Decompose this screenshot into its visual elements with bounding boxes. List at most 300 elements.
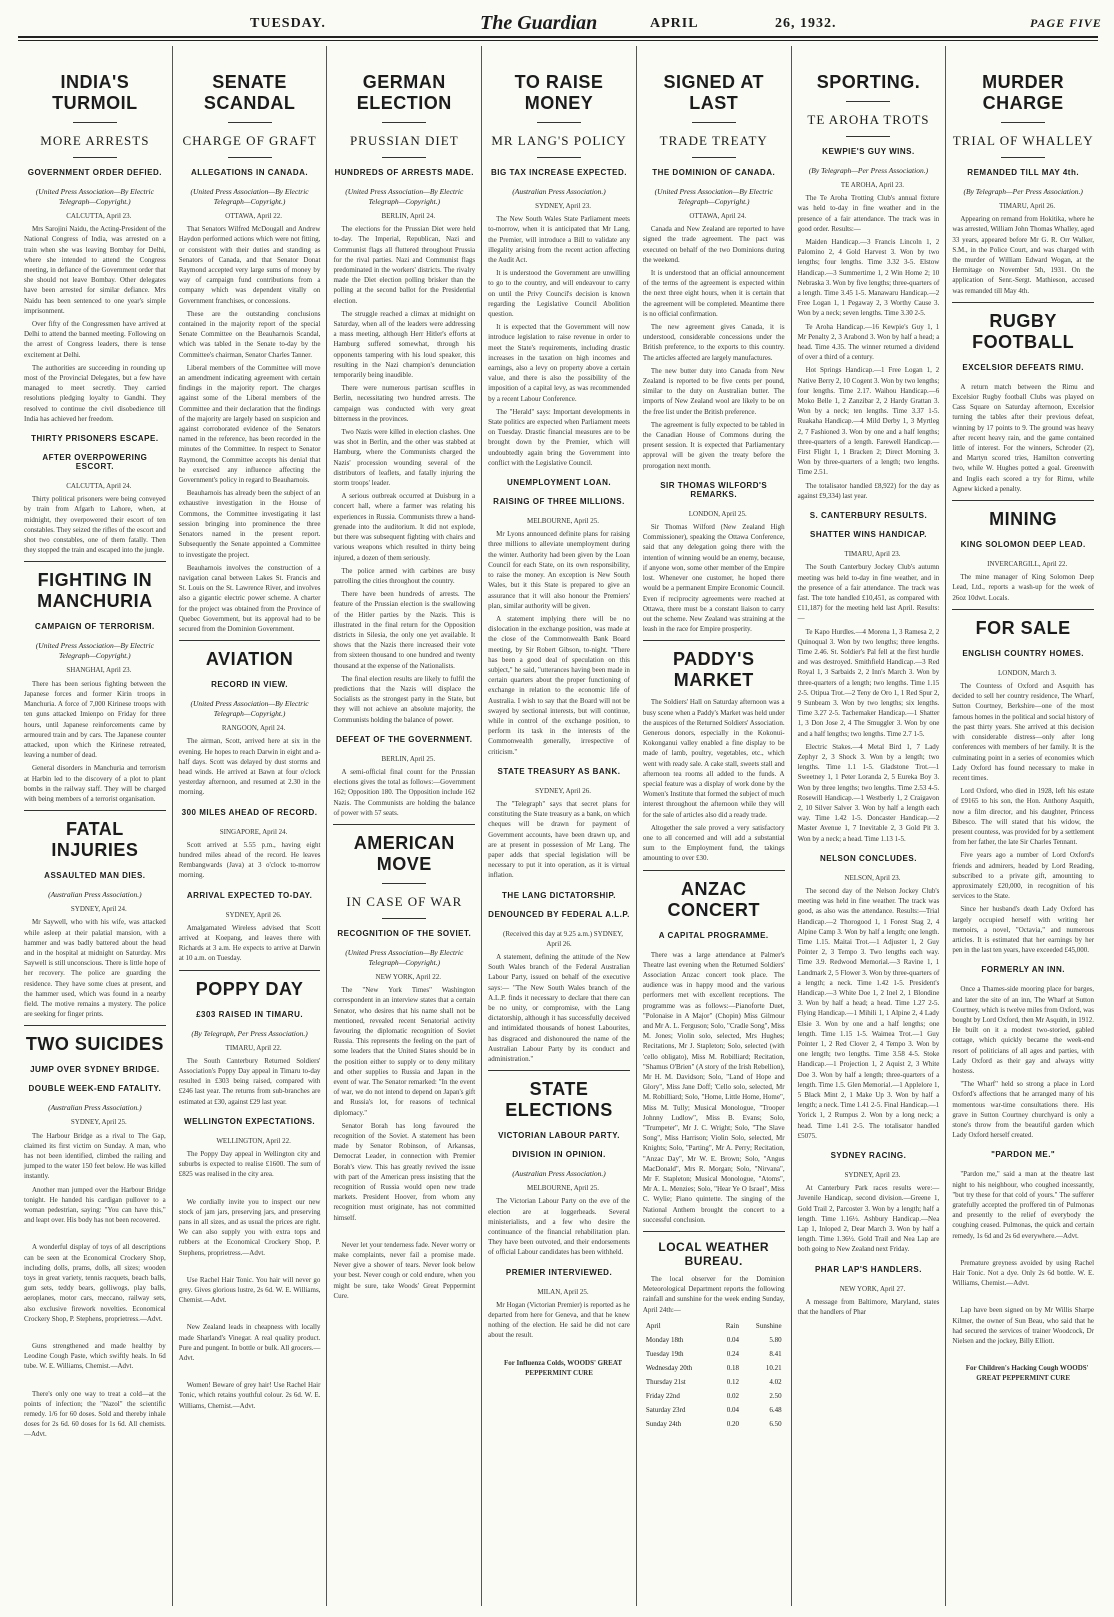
column-6 <box>791 46 946 1606</box>
paragraph: Five years ago a number of Lord Oxford's friends and admirers, headed by Lord Reading, subscribed to a private gift, amounting to approximately £20,000, in recognition of his services to the State. <box>952 851 1095 901</box>
deck: RECORD IN VIEW. <box>211 680 288 690</box>
column-7 <box>945 46 1100 1606</box>
table-header-cell: April <box>645 1321 661 1330</box>
headline: TO RAISE MONEY <box>514 72 604 113</box>
article-body <box>179 827 321 881</box>
paragraph: Amalgamated Wireless advised that Scott arrived at Koepang, and leaves there with Richards at 3 a.m. He expects to arrive at Darwin at 10 a.m. on Tuesday. <box>178 923 321 963</box>
headline: STATE ELECTIONS <box>505 1079 613 1121</box>
article-body <box>333 211 475 725</box>
article-body <box>179 910 321 964</box>
article-body <box>488 929 630 1065</box>
paragraph: Mr Hogan (Victorian Premier) is reported as he departed from here for Geneva, and that he knew nothing of the election. He said he did not care about the result. <box>488 1300 630 1340</box>
headline: MINING <box>989 509 1058 530</box>
divider <box>179 970 321 971</box>
article-body <box>643 509 785 634</box>
article-body <box>952 559 1094 603</box>
dateline: TIMARU, April 22. <box>225 1043 282 1052</box>
advertisement: A wonderful display of toys of all descriptions can be seen at the Economical Crockery Shop, including dolls, prams, dolls, all sizes; wooden toys in great variety, tennis racquets, beach balls, gum sets, teddy bears, golliwogs, play balls, aeroplanes, motor cars, meccano, railway sets, also exclusive firework novelties. Economical Crockery Shop, P. Stephens, proprietress.—Advt. <box>24 1243 166 1323</box>
deck: CAMPAIGN OF TERRORISM. <box>34 622 155 632</box>
article-body <box>333 754 475 818</box>
paragraph: The "New York Times" Washington correspondent in an interview states that a certain Senator, who desires that his name shall not be mentioned, revealed recent Senatorial activity favouring the diplomatic recognition of Soviet Russia. This represents the feeling on the part of some leaders that the United States should be in the position either to supply or to deny military and other supplies to Russia and Japan in the event of war. The Senator remarked: "In the event of war, we do not intend to depend on Japan's gift and Russia's lot, for reasons of technical diplomacy." <box>333 986 476 1117</box>
table-cell: 0.04 <box>726 1405 739 1414</box>
headline: RUGBY FOOTBALL <box>972 310 1075 352</box>
paragraph: Te Kapo Hurdles.—4 Morena 1, 3 Ramesa 2, 2 Quinoqual 3. Won by two lengths; three lengths. Time 2.46. St. Soldier's Pal fell at the first hurdle and was destroyed. Smithfield Handicap.—3 Red Royal 1, 3 Sarbaids 2, 2 Inn's March 3. Won by three-quarters of a length; two lengths. Time 1.15 2-5. Otipua Trot.—2 Teny de Oro 1, 1 Red Spur 2, 9 Sunbeam 3. Won by two lengths; six lengths. Time 3.27 2-5. Tachemaker Handicap.—1 Shatter 1, 3 Don Jose 2, 4 The Smuggler 3. Won by one and a half lengths; two lengths. Time 2.7 1-5. <box>797 627 940 738</box>
paragraph: The struggle reached a climax at midnight on Saturday, when all of the leaders were addressing a mass meeting, although Herr Hitler's efforts at Hamburg suffered somewhat, through his opponents tampering with his loud speaker, this resulting in the Nazi champion's denunciation temporarily being inaudible. <box>333 309 476 380</box>
deck: S. CANTERBURY RESULTS. <box>809 511 928 521</box>
credit-line: (Australian Press Association.) <box>48 1103 142 1113</box>
spacer <box>179 1366 321 1380</box>
divider <box>846 136 890 137</box>
dateline: INVERCARGILL, April 22. <box>987 560 1068 569</box>
dateline: SYDNEY, April 25. <box>70 1118 127 1127</box>
paragraph: Two Nazis were killed in election clashes. One was shot in Berlin, and the other was stabbed at Hamburg, where the Communists charged the Nazis' procession wounding several of the distributors of leaflets, and fatally injuring the storm troops' leader. <box>333 428 476 488</box>
column-4 <box>481 46 636 1606</box>
divider <box>952 302 1094 303</box>
weather-table <box>643 1318 785 1432</box>
article-body <box>952 1169 1094 1383</box>
headline: POPPY DAY <box>195 978 304 999</box>
divider <box>952 500 1094 501</box>
paragraph: The final election results are likely to fulfil the predictions that the Nazis will displace the Socialists as the strongest party in the State, but they will not achieve an absolute majority, the Communists holding the balance of power. <box>333 674 476 724</box>
spacer <box>952 1349 1094 1363</box>
credit-line: (Australian Press Association.) <box>48 890 142 900</box>
table-row <box>645 1390 783 1402</box>
deck: SIR THOMAS WILFORD'S REMARKS. <box>660 480 768 499</box>
paragraph: A return match between the Rimu and Excelsior Rugby football Clubs was played on Cass Square on Saturday afternoon, Excelsior turning the tables after their previous defeat, winning by 17 points to 9. The ground was heavy after recent heavy rain, and the game contained little of interest. For the winners, Schroder (2), and Martyn scored tries, Hamilton converting two, while W. Hughes potted a goal. Greenwith and Inglis each scored a try for Rimu, while Agnew kicked a penalty. <box>952 382 1095 493</box>
article-body <box>24 481 166 555</box>
divider <box>382 918 426 919</box>
advertisement: Guns strengthened and made healthy by Leodine Cough Paste, which swiftly heals. In 6d tube. W. E. Williams, Chemist.—Advt. <box>24 1342 166 1371</box>
paragraph: Scott arrived at 5.55 p.m., having eight hundred miles ahead of the record. He leaves Rembangwards (Java) at 3 o'clock to-morrow morning. <box>178 840 321 880</box>
deck: BIG TAX INCREASE EXPECTED. <box>491 168 627 177</box>
headline: SIGNED AT LAST <box>663 72 764 113</box>
dateline: CALCUTTA, April 23. <box>66 212 132 220</box>
credit-line: (Australian Press Association.) <box>512 1169 606 1179</box>
article-body <box>333 972 475 1301</box>
advertisement: Women! Beware of grey hair! Use Rachel Hair Tonic, which retains youthful colour. 2s 6d. W. E. Williams, Chemist.—Advt. <box>178 1381 321 1410</box>
paragraph: The airman, Scott, arrived here at six in the evening. He hopes to reach Darwin in eight and a-half days. Scott was delayed by dust storms and head winds. He arrived at Bawn at four o'clock yesterday afternoon, and resumed at 2.30 in the morning. <box>178 737 321 797</box>
headline: LOCAL WEATHER BUREAU. <box>658 1240 770 1269</box>
spacer <box>333 1226 475 1240</box>
paragraph: The local observer for the Dominion Meteorological Department reports the following rainfall and sunshine for the week ending Sunday, April 24th:— <box>642 1275 785 1314</box>
deck: HUNDREDS OF ARRESTS MADE. <box>334 168 474 177</box>
headline: FIGHTING IN MANCHURIA <box>37 570 153 612</box>
masthead-day: TUESDAY. <box>250 16 326 31</box>
subheadline: TE AROHA TROTS <box>807 112 930 127</box>
paragraph: Maiden Handicap.—3 Francis Lincoln 1, 2 Palomino 2, 4 Gold Harvest 3. Won by two lengths; four lengths. Time 3.32 3-5. Elstow Handicap.—3 Summertime 1, 2 Win Home 2; 10 Nebraska 3. Won by five lengths; three-quarters of a length. Time 3.45 1-5. Manawaru Handicap.—2 Free Logan 1, 1 Pegaway 2, 3 Worthy Cause 3. Won by a neck; seven lengths. Time 3.30 2-5. <box>797 238 940 318</box>
subheadline: CHARGE OF GRAFT <box>182 133 317 148</box>
column-5 <box>636 46 791 1606</box>
table-cell: 0.18 <box>726 1363 739 1372</box>
table-row <box>645 1404 783 1416</box>
paragraph: There were numerous partisan scuffles in Berlin, necessitating two hundred arrests. The campaign was conducted with very great bitterness in the provinces. <box>333 384 476 423</box>
divider <box>333 824 475 825</box>
headline: MURDER CHARGE <box>982 72 1065 113</box>
paragraph: Thirty political prisoners were being conveyed by train from Afgarh to Lahore, when, at midnight, they overpowered their escort of ten constables. They seized the rifles of the escort and shot two constables, one of them fatally. Then they stopped the train and escaped into the jungle. <box>24 495 166 555</box>
headline: PADDY'S MARKET <box>673 649 755 691</box>
article-body <box>643 697 785 863</box>
headline: AMERICAN MOVE <box>353 832 455 874</box>
article-body <box>179 723 321 797</box>
advertisement: For Children's Hacking Cough WOODS' GREAT PEPPERMINT CURE <box>965 1364 1089 1383</box>
paragraph: The agreement is fully expected to be tabled in the Canadian House of Commons during the present session. It is expected that Parliamentary approval will be given the treaty before the prorogation next month. <box>642 420 785 470</box>
headline: ANZAC CONCERT <box>667 878 760 920</box>
masthead-page: PAGE FIVE <box>1030 16 1102 30</box>
deck: DOUBLE WEEK-END FATALITY. <box>28 1084 162 1094</box>
deck: THE LANG DICTATORSHIP. <box>502 890 616 900</box>
deck: JUMP OVER SYDNEY BRIDGE. <box>30 1065 160 1075</box>
divider <box>382 122 426 123</box>
deck: EXCELSIOR DEFEATS RIMU. <box>962 362 1084 372</box>
table-header-cell: Sunshine <box>755 1321 782 1330</box>
deck: PREMIER INTERVIEWED. <box>505 1267 613 1277</box>
table-cell: Wednesday 20th <box>645 1363 693 1372</box>
dateline: SINGAPORE, April 24. <box>219 827 288 836</box>
dateline: TIMARU, April 23. <box>844 550 901 559</box>
paragraph: The Poppy Day appeal in Wellington city and suburbs is expected to realise £1600. The sum of £825 was realised in the city area. <box>178 1150 321 1179</box>
paragraph: Senator Borah has long favoured the recognition of the Soviet. A statement has been made by Senator Robinson, of Arkansas, Democrat Leader, in connection with Premier Borah's view. This has greatly revived the issue with part of the American press insisting that the recognition of Russia would open new trade markets. President Hoover, from whom any recognition must originate, has not committed himself. <box>333 1121 476 1222</box>
credit-line: (United Press Association—By Electric Telegraph—Copyright.) <box>345 187 464 206</box>
article-body <box>488 1287 630 1378</box>
divider <box>73 157 117 158</box>
spacer <box>488 1344 630 1358</box>
deck: REMANDED TILL MAY 4th. <box>967 168 1080 177</box>
paragraph: Lap have been signed on by Mr Willis Sharpe Kilmer, the owner of Sun Beau, who said that he had secured the services of trainer Woodcock, Dr Nielsen and the jockey, Billy Elliott. <box>952 1306 1095 1346</box>
dateline: CALCUTTA, April 24. <box>66 482 132 491</box>
deck: WELLINGTON EXPECTATIONS. <box>184 1116 316 1126</box>
paragraph: The "Herald" says: Important developments in State politics are expected when Parliament meets on Tuesday. Drastic financial measures are to be brought down by the Premier, which will undoubtedly again bring the Government into conflict with the Legislative Council. <box>488 407 630 467</box>
article-body <box>798 549 940 844</box>
deck: THE DOMINION OF CANADA. <box>652 168 776 177</box>
table-cell: 0.04 <box>726 1335 739 1344</box>
masthead-month: APRIL <box>650 16 699 31</box>
advertisement: Use Rachel Hair Tonic. You hair will never go grey. Gives glorious lustre, 2s 6d. W. E. Williams, Chemist.—Advt. <box>178 1275 321 1305</box>
headline: INDIA'S TURMOIL <box>52 72 138 113</box>
dateline: NEW YORK, April 22. <box>375 972 442 981</box>
deck: NELSON CONCLUDES. <box>819 853 917 863</box>
paragraph: A serious outbreak occurred at Duisburg in a concert hall, where a farmer was relating his experiences in Russia. Communists threw a hand-grenade into the auditorium. It did not explode, but there was subsequent fighting with chairs and various weapons which resulted in thirty being injured, a dozen of them seriously. <box>333 492 476 562</box>
top-rule-thin <box>18 40 1098 41</box>
divider <box>24 810 166 811</box>
paragraph: There have been hundreds of arrests. The feature of the Prussian election is the swallowing of the Hitler parties by the Nazis. This is illustrated in the final return for the Opposition districts in Silesia, the only one yet available. It shows that the Nazis there increased their vote from sixteen thousand to one hundred and twenty thousand at the expense of the Nationalists. <box>333 590 476 670</box>
table-cell: 4.02 <box>769 1377 782 1386</box>
spacer <box>24 1228 166 1242</box>
spacer <box>179 1308 321 1322</box>
headline: AVIATION <box>205 649 294 670</box>
table-row <box>645 1376 783 1388</box>
table-row <box>645 1418 783 1430</box>
subheadline: MR LANG'S POLICY <box>491 133 627 148</box>
article-body <box>488 786 630 881</box>
column-3 <box>326 46 481 1606</box>
deck: ASSAULTED MAN DIES. <box>44 871 146 881</box>
divider <box>643 640 785 641</box>
paragraph: The totalisator handled £8,922) for the day as against £9,334) last year. <box>797 481 940 500</box>
headline: FATAL INJURIES <box>51 819 139 861</box>
paragraph: The Soldiers' Hall on Saturday afternoon was a busy scene when a Paddy's Market was held under the auspices of the Returned Soldiers' Association. Generous donors, especially in the Kokonui-Kokonganui valley enabled a fine display to be made of lamb, poultry, vegetables, etc., which went with ready sale. A cake stall, sweets stall and afternoon tea rooms all added to the funds. A special feature was a display of work done by the Women's Institute that formed the subject of much interest throughout the afternoon while they will for the sale of articles also did a ready trade. <box>642 698 785 819</box>
advertisement: New Zealand leads in cheapness with locally made Sharland's Vinegar. A real quality product. Pure and pungent. In bottle or bulk. All grocers.—Advt. <box>178 1323 321 1363</box>
deck: UNEMPLOYMENT LOAN. <box>506 478 612 488</box>
headline: TWO SUICIDES <box>25 1034 164 1055</box>
article-body <box>179 211 321 634</box>
table-cell: 8.41 <box>769 1349 782 1358</box>
dateline: MELBOURNE, April 25. <box>527 517 599 526</box>
paragraph: A message from Baltimore, Maryland, states that the handlers of Phar <box>797 1297 940 1317</box>
table-row <box>645 1334 783 1346</box>
paragraph: There has been serious fighting between the Japanese forces and former Kirin troops in Manchuria. A force of 7,000 Kirinese troops with ten guns attacked Imienpo on Friday for three hours, until Japanese reinforcements came by armoured train and by cars. The Japanese counter attacked, upon which the Kirinese retreated, leaving a number of dead. <box>24 679 166 760</box>
masthead-date: 26, 1932. <box>775 16 837 31</box>
paragraph: Lord Oxford, who died in 1928, left his estate of £9165 to his son, the Hon. Anthony Asquith, now a film director, and his daughter, Princess Bibesco. The will stated that his widow, the present countess, was provided for by a settlement from her father, the late Sir Charles Tennant. <box>952 787 1095 847</box>
advertisement: Premature greyness avoided by using Rachel Hair Tonic. Not a dye. Only 2s 6d bottle. W. E. Williams, Chemist.—Advt. <box>952 1258 1095 1288</box>
advertisement: There's only one way to treat a cold—at the points of infection; the "Nazol" the scientific remedy. 1/6 for 60 doses. Sold and thereby inhale doses for 2s 6d. 60 doses for 1s 6d. All chemists.—Advt. <box>24 1389 166 1439</box>
paragraph: The elections for the Prussian Diet were held to-day. The Imperial, Republican, Nazi and Communist flags all fluttered throughout Prussia for the rival parties. Nazi and Communist flags predominated in the workers' districts. The rivalry made the Diet election polling brisker than the polling at the second ballot for the Presidential election. <box>333 225 476 305</box>
dateline: MILAN, April 25. <box>537 1287 589 1296</box>
deck: "PARDON ME." <box>991 1150 1056 1160</box>
table-cell: 0.02 <box>726 1391 739 1400</box>
table-cell: Sunday 24th <box>645 1419 682 1428</box>
dateline: SHANGHAI, April 23. <box>66 666 132 675</box>
table-cell: 0.20 <box>726 1419 739 1428</box>
divider <box>1001 157 1045 158</box>
paragraph: Mr Saywell, who with his wife, was attacked while asleep at their palatial mansion, with a hammer and was badly battered about the head and in the hospital at midnight on Saturday. Mrs Saywell is still unconscious. There is little hope of her recovery. The police are guarding the residence. They have some clues at present, and the hammer used, which was found in a nearby field. The motive remains a mystery. The police are seeking for finger prints. <box>24 918 166 1019</box>
paragraph: Beauharnois has already been the subject of an exhaustive investigation in the House of Commons, the Committee investigating it last session bringing into prominence the three Senators named in the present report. Subsequently the Senate appointed a Committee to investigate the project. <box>178 489 321 559</box>
table-cell: 2.50 <box>769 1391 782 1400</box>
divider <box>24 1025 166 1026</box>
paragraph: It is understood that an official announcement of the terms of the agreement is expected within the next three eight hours, when it is certain that the agreement will be completed. Meantime there is no official confirmation. <box>642 269 785 318</box>
table-cell: Monday 18th <box>645 1335 684 1344</box>
table-cell: Thursday 21st <box>645 1377 686 1386</box>
article-body <box>24 904 166 1019</box>
divider <box>228 157 272 158</box>
divider <box>488 1070 630 1071</box>
article-body <box>179 1043 321 1107</box>
dateline: SYDNEY, April 23. <box>844 1171 901 1180</box>
paragraph: Mr Lyons announced definite plans for raising three millions to alleviate unemployment during the winter. Authority had been given by the Loan Council for each State, on its own responsibility, to raise the money. An exception is New South Wales, but it this State is prepared to give an assurance that it will also honour the Premiers' plan, similar authority will be given. <box>488 530 630 610</box>
deck: STATE TREASURY AS BANK. <box>497 766 621 776</box>
deck: DENOUNCED BY FEDERAL A.L.P. <box>488 909 630 919</box>
deck: GOVERNMENT ORDER DEFIED. <box>27 168 162 177</box>
deck: ENGLISH COUNTRY HOMES. <box>962 648 1085 658</box>
credit-line: (United Press Association—By Electric Telegraph—Copyright.) <box>190 699 309 719</box>
article-body <box>798 1170 940 1255</box>
deck: ARRIVAL EXPECTED TO-DAY. <box>186 890 313 900</box>
paragraph: Beauharnois involves the construction of a navigation canal between Lakes St. Francis and St. Louis on the St. Lawrence River, and involves also a gigantic electric power scheme. A charter for the project was obtained from the Province of Quebec Government, but its approval had to be secured from the Dominion Government. <box>178 563 321 633</box>
paragraph: Another man jumped over the Harbour Bridge tonight. He handed his cardigan pullover to a woman pedestrian, saying: "You can have this," and leapt over. His body has not been recovered. <box>24 1185 166 1225</box>
paragraph: It is expected that the Government will now introduce legislation to raise revenue in order to meet the State's requirements, including drastic increases in the taxation on high incomes and earnings, also a levy on property above a certain value, and there is also the possibility of the imposition of a capital levy, as was recommended by a recent Labour Conference. <box>488 323 630 403</box>
deck: VICTORIAN LABOUR PARTY. <box>498 1131 620 1141</box>
credit-line: (United Press Association—By Electric Telegraph—Copyright.) <box>654 187 773 206</box>
article-body <box>24 211 166 424</box>
deck: A CAPITAL PROGRAMME. <box>658 930 769 940</box>
deck: DIVISION IN OPINION. <box>512 1150 606 1160</box>
paragraph: It is understood the Government are unwilling to go to the country, and will endeavour to carry on until the Privy Council's decision is known regarding the Legislative Council Abolition question. <box>488 269 630 319</box>
article-body <box>643 950 785 1225</box>
paragraph: A statement, defining the attitude of the New South Wales branch of the Federal Australian Labour Party, issued on behalf of the executive says:— "The New South Wales branch of the A.L.P. finds it necessary to declare that there can be no unity, or compromise, with the Lang dictatorship, although it has successfully deceived and intimidated thousands of honest Labourites, has disgraced and dishonoured the name of the Australian Labour Party by its conduct and administration." <box>488 952 630 1064</box>
divider <box>952 609 1094 610</box>
dateline: SYDNEY, April 24. <box>70 905 127 914</box>
divider <box>73 122 117 123</box>
table-cell: 0.24 <box>726 1349 739 1358</box>
article-body <box>952 984 1094 1140</box>
divider <box>382 157 426 158</box>
column-2 <box>172 46 327 1606</box>
dateline: OTTAWA, April 24. <box>689 212 747 220</box>
paragraph: Te Aroha Handicap.—16 Kewpie's Guy 1, 1 Mr Penalty 2, 3 Arabond 3. Won by half a head; a head. Time 4.35. The winner returned a dividend of over a third of a century. <box>797 322 940 362</box>
dateline: (Received this day at 9.25 a.m.) SYDNEY, April 26. <box>503 929 624 948</box>
column-1 <box>18 46 172 1606</box>
paragraph: These are the outstanding conclusions contained in the majority report of the special Senate Committee on the Beauharnois Scandal, which was tabled in the Senate to-day by the Committee's chairman, Senator Charles Tanner. <box>178 309 321 359</box>
paragraph: The South Canterbury Returned Soldiers' Association's Poppy Day appeal in Timaru to-day resulted in £303 being raised, compared with £246 last year. The returns from sub-branches are estimated at £30, against £29 last year. <box>178 1056 321 1106</box>
dateline: TE AROHA, April 23. <box>840 181 905 189</box>
table-cell: 5.80 <box>769 1335 782 1344</box>
paragraph: The New South Wales State Parliament meets to-morrow, when it is anticipated that Mr Lang, the Premier, will introduce a Bill to validate any illegality arising from the recent action affecting the Audit Act. <box>488 215 630 265</box>
masthead-title: The Guardian <box>480 12 598 34</box>
dateline: TIMARU, April 26. <box>999 202 1056 210</box>
dateline: MELBOURNE, April 25. <box>527 1184 599 1193</box>
deck: DEFEAT OF THE GOVERNMENT. <box>336 734 473 744</box>
top-rule <box>18 36 1098 38</box>
paragraph: The "Telegraph" says that secret plans for constituting the State treasury as a bank, on which cheques will be drawn for payment of Government accounts, have been drawn up, and are at present in possession of Mr Lang. The paper adds that special legislation will be necessary to put it into operation, as it is virtual inflation. <box>488 799 630 880</box>
deck: RECOGNITION OF THE SOVIET. <box>337 928 472 938</box>
divider <box>179 640 321 641</box>
divider <box>692 157 736 158</box>
article-body <box>488 201 630 468</box>
spacer <box>952 1244 1094 1258</box>
spacer <box>24 1327 166 1341</box>
dateline: SYDNEY, April 26. <box>535 786 591 795</box>
deck: PHAR LAP'S HANDLERS. <box>814 1264 922 1274</box>
credit-line: (United Press Association—By Electric Telegraph—Copyright.) <box>190 187 309 206</box>
spacer <box>24 1375 166 1389</box>
paragraph: Since her husband's death Lady Oxford has largely occupied herself with writing her memoirs, a novel, "Octavia," and numerous articles. It is estimated that her earnings by her pen in the last ten years, have exceeded £45,000. <box>952 905 1095 955</box>
article-body <box>798 180 940 501</box>
paragraph: A statement implying there will be no dislocation in the exchange position, was made at the close of the Commonwealth Bank Board meeting, by Sir Robert Gibson, to-night. "There has been a good deal of speculation on this subject," he said, "utterances having been made in certain quarters about the proper functioning of exchange in relation to the economic life of Australia. I wish to say that the Board will not be swayed by sectional interests, but will continue, while in control of the exchange position, to perform its task in the interests of the Commonwealth generally, irrespective of criticism." <box>488 614 630 756</box>
paragraph: The Victorian Labour Party on the eve of the election are at loggerheads. Several ministerialists, and a few who desire the continuance of the financial rehabilitation plan. They have been outvoted, and their endorsements of official Labour candidates has been withheld. <box>488 1197 630 1257</box>
article-body <box>952 668 1094 955</box>
deck: THIRTY PRISONERS ESCAPE. <box>31 434 159 444</box>
credit-line: (By Telegraph—Per Press Association.) <box>808 166 929 175</box>
paragraph: Canada and New Zealand are reported to have signed the trade agreement. The pact was executed on behalf of the two Dominions during the weekend. <box>642 225 785 264</box>
article-body <box>488 516 630 757</box>
paragraph: "The Wharf" held so strong a place in Lord Oxford's affections that he arranged many of his momentous war-time consultations there. His grave in Sutton Courtney churchyard is only a stone's throw from the beautiful garden which Lady Oxford herself created. <box>952 1080 1095 1140</box>
table-cell: 6.50 <box>769 1419 782 1428</box>
advertisement: "Pardon me," said a man at the theatre last night to his neighbour, who coughed incessantly, "but try these for that cold of yours." The sufferer gratefully accepted the proffered tin of Pulmonas and presently to the relief of everybody the coughing ceased. Pulmonas, the quick and certain remedy, 1s 6d and 2s 6d everywhere.—Advt. <box>952 1170 1095 1240</box>
page-columns <box>18 46 1100 1612</box>
divider <box>692 122 736 123</box>
divider <box>537 157 581 158</box>
article-body <box>952 382 1094 494</box>
divider <box>382 883 426 884</box>
paragraph: The second day of the Nelson Jockey Club's meeting was held in fine weather. The track was good, as also was the attendance. Results:—Trial Handicap.—2 Thorogood 1, 1 Forest Stag 2, 4 Alpine Camp 3. Won by half a length; one length. Time 1.15. Maitai Trot.—1 Adjuster 1, 2 Guy Pointer 2, 3 Tempo 3. Two lengths each way. Time 3.9. Redwood Memorial.—3 Ravine 1, 1 Landmark 2, 5 Flower 3. Won by three-quarters of a length; a neck. Time 1.42 1-5. President's Handicap.—3 White Doe 1, 2 Inel 2, 1 Blondine 3. Won by half a head; a head. Time 1.27 2-5. Flying Handicap.—1 Mihili 1, 1 Alpine 2, 4 Lady Elsie 3. Won by one and a half lengths; one length. Time 1.15 1-5. Waimea Trot.—1 Guy Pointer 1, 2 Red Clover 2, 4 Tempo 3. Won by one length; two lengths. Time 3.58 4-5. Stoke Handicap.—1 Projection 1, 2 Aquist 2, 3 White Doe 3. Won by half a length; three-quarters of a length. Time 1.5. Glen Memorial.—1 Applelore 1, 5 Black Mint 2, 1 Make Up 3. Won by half a length; a neck. Time 1.41 2-5. Final Handicap.—1 Yorick 1, 2 Rumpus 2. Won by a long neck; a head. Time 1.41 2-5. The totalisator handled £5075. <box>797 886 940 1140</box>
subheadline: TRADE TREATY <box>659 133 768 148</box>
deck: ALLEGATIONS IN CANADA. <box>191 168 309 177</box>
paragraph: General disorders in Manchuria and terrorism at Harbin led to the discovery of a plot to plant bombs in the railway staff. They will be charged with being members of a terrorist organisation. <box>24 764 166 803</box>
dateline: RANGOON, April 24. <box>221 724 286 733</box>
paragraph: That Senators Wilfred McDougall and Andrew Haydon performed actions which were not fitting, or consistent with their duties and standing as Senators of Canada, and that Senator Donat Raymond accepted very large sums of money by way of campaign fund contributions from a company which was dependent vitally on Government franchises, or concessions. <box>178 225 321 305</box>
subheadline: TRIAL OF WHALLEY <box>952 133 1094 148</box>
masthead <box>0 0 1114 38</box>
divider <box>643 870 785 871</box>
headline: SENATE SCANDAL <box>203 72 296 113</box>
table-row <box>645 1348 783 1360</box>
deck: KING SOLOMON DEEP LEAD. <box>960 540 1086 550</box>
table-cell: 0.12 <box>726 1377 739 1386</box>
paragraph: The Te Aroha Trotting Club's annual fixture was held to-day in fine weather and in the presence of a fair attendance. The track was in good order. Results:— <box>797 194 940 233</box>
subheadline: MORE ARRESTS <box>40 133 150 148</box>
paragraph: Sir Thomas Wilford (New Zealand High Commissioner), speaking the Ottawa Conference, said that any delegation going there with the intention of winning would be an enemy, because, if anyone won, some other member of the Empire lost. Whenever one customer, he hoped there would be a permanent Empire Economic Council. Even if reciprocity agreements were reached at Ottawa, there must be a constant liaison to carry out the scheme. New Zealand was straining at the leash in the race for Empire prosperity. <box>642 523 785 634</box>
paragraph: Hot Springs Handicap.—1 Free Logan 1, 2 Native Berry 2, 10 Cogent 3. Won by two lengths; four lengths. Time 2.17. Waihou Handicap.—6 Moko Belle 1, 2 Zanzibar 2, 2 Hardy Grattan 3. Won by a neck; ten lengths. Time 3.37 1-5. Ruakaha Handicap.—4 Mild Derby 1, 3 Myrtleg 2, 7 Fashioned 3. Won by one and a half lengths; three-quarters of a length. Farewell Handicap.—First Flight 1, 1 Bracken 2; Direct Morning 3. Won by three-quarters of a length; two lengths. Time 2.51. <box>797 366 940 477</box>
divider <box>537 122 581 123</box>
deck: KEWPIE'S GUY WINS. <box>822 147 915 156</box>
deck: RAISING OF THREE MILLIONS. <box>493 497 625 507</box>
paragraph: At Canterbury Park races results were:—Juvenile Handicap, second division.—Greene 1, Gold Trail 2, Parcoster 3. Won by a length; half a length. Time 1.16½. Ashbury Handicap.—Nea Lap 1, Inloped 2, Dear March 3. Won by half a length. Time 1.36½. Gold Trail and Nea Lap are both going to New Zealand next Friday. <box>797 1184 940 1254</box>
advertisement: For Influenza Colds, WOODS' GREAT PEPPERMINT CURE <box>503 1358 623 1377</box>
deck: £303 RAISED IN TIMARU. <box>196 1009 304 1019</box>
dateline: NEW YORK, April 27. <box>839 1284 906 1293</box>
dateline: SYDNEY, April 23. <box>535 202 591 210</box>
paragraph: Liberal members of the Committee will move an amendment indicating agreement with certain findings in the majority report. The charges against some of the Liberal members of the Committee and their declaration that the findings of the majority are largely based on suspicion and against corroborated evidence of the Senators named in the reference, has been recorded in the minutes of the Committee. In respect to Senator Raymond, the Committee accepts his denial that he exercised any influence affecting the Government's policy in regard to Beauharnois. <box>178 363 321 485</box>
deck: 300 MILES AHEAD OF RECORD. <box>181 807 318 817</box>
divider <box>846 101 890 102</box>
paragraph: Altogether the sale proved a very satisfactory one to all concerned and will add a substantial sum to the Employment fund, the takings amounting to over £30. <box>642 823 785 863</box>
paragraph: Appearing on remand from Hokitika, where he was arrested, William John Thomas Whalley, aged 33 years, appeared before Mr G. R. Orr Walker, S.M., in the Police Court, and was charged with the murder of William Edward Wogan, at the Hermitage on November 5th, 1931. On the application of Senr.-Sergt. Mathieson, accused was remanded till May 4th. <box>952 215 1095 295</box>
table-cell: Friday 22nd <box>645 1391 680 1400</box>
paragraph: The Harbour Bridge as a rival to The Gap, claimed its first victim on Sunday. A man, who has not been identified, climbed the railing and jumped to the water 150 feet below. He was killed instantly. <box>24 1131 166 1181</box>
article-body <box>24 665 166 804</box>
table-cell: 10.21 <box>765 1363 782 1372</box>
paragraph: Mrs Sarojini Naidu, the Acting-President of the National Congress of India, was arrested on a train when she was leaving Bombay for Delhi, where she intended to attend the Congress meeting, in defiance of the Government order that she should not leave Bombay. Other delegates have been arrested for similar defiance. Mrs Naidu has been sentenced to one year's simple imprisonment. <box>24 225 166 315</box>
dateline: LONDON, March 3. <box>998 668 1057 677</box>
divider <box>643 1231 785 1232</box>
credit-line: (Australian Press Association.) <box>512 187 606 196</box>
article-body <box>643 211 785 471</box>
paragraph: Electric Stakes.—4 Metal Bird 1, 7 Lady Zephyr 2, 3 Shock 3. Won by a length; two lengths. Time 1.1 1-5. Gladstone Trot.—1 Sweetney 1, 1 Peter Loranda 2, 5 Eureka Boy 3. Won by three lengths; two lengths. Time 2.53 4-5. Rosewill Handicap.—1 Westberly 1, 2 Craigavon 2, 10 Silver Salver 3. Won by half a length each way. Time 1.42 1-5. Doncaster Handicap.—2 Master Avenue 1, 7 Inevitable 2, 3 Gold Pit 3. Won by a neck; a head. Time 1.13 1-5. <box>797 742 940 843</box>
dateline: SYDNEY, April 26. <box>225 910 282 919</box>
article-body <box>179 1136 321 1411</box>
dateline: WELLINGTON, April 22. <box>216 1136 291 1145</box>
divider <box>1001 122 1045 123</box>
table-cell: Tuesday 19th <box>645 1349 684 1358</box>
paragraph: The authorities are succeeding in rounding up most of the Provincial Delegates, but a few have managed to meet secretly. They carried resolutions pledging loyalty to Gandhi. They resolved to continue the civil disobedience till India has achieved her freedom. <box>24 363 166 423</box>
paragraph: The South Canterbury Jockey Club's autumn meeting was held to-day in fine weather, and in the presence of a fair attendance. The track was fast. The tote handled £10,451, as compared with £11,187) for the meeting held last April. Results:— <box>797 563 940 623</box>
paragraph: The Countess of Oxford and Asquith has decided to sell her country residence, The Wharf, Sutton Courtney, Berkshire—one of the most famous homes in the political and social history of the past thirty years. She arrived at this decision with considerable distress—only after long conferences with members of her family. It is the culminating point in a series of economies which Lady Oxford has found necessary to make in recent times. <box>952 682 1095 782</box>
divider <box>228 122 272 123</box>
dateline: BERLIN, April 25. <box>381 754 436 763</box>
headline: GERMAN ELECTION <box>356 72 452 113</box>
credit-line: (By Telegraph, Per Press Association.) <box>191 1028 308 1038</box>
advertisement: Never let your tenderness fade. Never worry or make complaints, never fail a promise made. Never give a shower of tears. Never look below your best. Never cough or cold endure, when you might be sure, take Woods' Great Peppermint Cure. <box>333 1240 476 1300</box>
table-header-cell: Rain <box>725 1321 739 1330</box>
table-header <box>645 1320 783 1332</box>
paragraph: Once a Thames-side mooring place for barges, and later the site of an inn, The Wharf at Sutton Courtney, which is twelve miles from Oxford, was bought by Lord Oxford, then Mr Asquith, in 1912. He built on it a modest two-storied, gabled cottage, which quickly became the week-end resort of politicians of all ages and parties, with Lady Oxford as their gay and always witty hostess. <box>952 985 1095 1075</box>
table-cell: 6.48 <box>769 1405 782 1414</box>
advertisement: We cordially invite you to inspect our new stock of jam jars, preserving jars, and preserving pans in all sizes, and as usual the prices are right. We can also supply you with extra tops and rubbers at the Economical Crockery Shop, P. Stephens, proprietress.—Advt. <box>178 1197 321 1257</box>
paragraph: There was a large attendance at Palmer's Theatre last evening when the Returned Soldiers' Association Anzac concert took place. The audience was in happy mood and the various performers met with excellent receptions. The programme was as follows:—Pianoforte Duet, "Polonaise in A Major" (Chopin) Miss Gilmour and Mr A. L. Ferguson; Solo, "Cradle Song", Miss M. Jones; Violin solo, selected, Mrs Hughes; Recitations, Mr J. Stapleton; Solo, selected (with 'cello obligato), Miss M. Robilliard; Recitation, "Shamus O'Brien" (A story of the Irish Rebellion), Mr H. M. Davidson; Solo, "Land of Hope and Glory", Miss Jane Doff; 'Cello solo, selected, Mr M. Robilliard; Solo, "Home, Little Home, Home", Miss M. Tully; Musical Monologue, "Trooper Johnny Ludlow", Miss B. Evans; Solo, "Trumpeter", Mr J. C. Wright; Solo, "The Slave Song", Miss Harrison; Violin Solo, selected, Mr Knights; Solo, "Parting", Mr A. Perry; Recitation, "Anzac Day", Mr W. E. Brown; Solo, "Angus MacDonald", Mrs R. Morgan; Solo, "Nirvana", Mr F. Stapleton; Musical Monologue, "Atoms", Mr A. L. Menzies; Solo, "Hear Ye O Israel", Miss C. Wylie; Piano quintette. The singing of the National Anthem brought the concert to a successful conclusion. <box>642 950 785 1224</box>
spacer <box>179 1261 321 1275</box>
paragraph: Over fifty of the Congressmen have arrived at Delhi to attend the banned meeting. Following on the arrest of Congress leaders, there is tense excitement at Delhi. <box>24 320 166 359</box>
paragraph: The new butter duty into Canada from New Zealand is reported to be five cents per pound, similar to the duty on Australian butter. The imports of New Zealand wool are likely to be on the free list under the British preference. <box>642 366 785 416</box>
dateline: BERLIN, April 24. <box>381 212 436 220</box>
deck: FORMERLY AN INN. <box>981 965 1066 975</box>
table-cell: Saturday 23rd <box>645 1405 686 1414</box>
credit-line: (United Press Association—By Electric Telegraph—Copyright.) <box>345 947 464 967</box>
paragraph: The mine manager of King Solomon Deep Lead, Ltd., reports a wash-up for the week of 26oz 10dwt. Locals. <box>952 573 1095 602</box>
paragraph: The new agreement gives Canada, it is understood, considerable concessions under the British preference, to the exports to this country. The articles affected are largely manufactures. <box>642 323 785 362</box>
paragraph: The police armed with carbines are busy patrolling the cities throughout the country. <box>333 566 476 585</box>
dateline: NELSON, April 23. <box>844 873 901 882</box>
paragraph: A semi-official final count for the Prussian elections gives the total as follows:—Government 162; Opposition 180. The Opposition include 162 Nazis. The Communists are holding the balance of power with 57 seats. <box>333 767 476 817</box>
spacer <box>179 1183 321 1197</box>
